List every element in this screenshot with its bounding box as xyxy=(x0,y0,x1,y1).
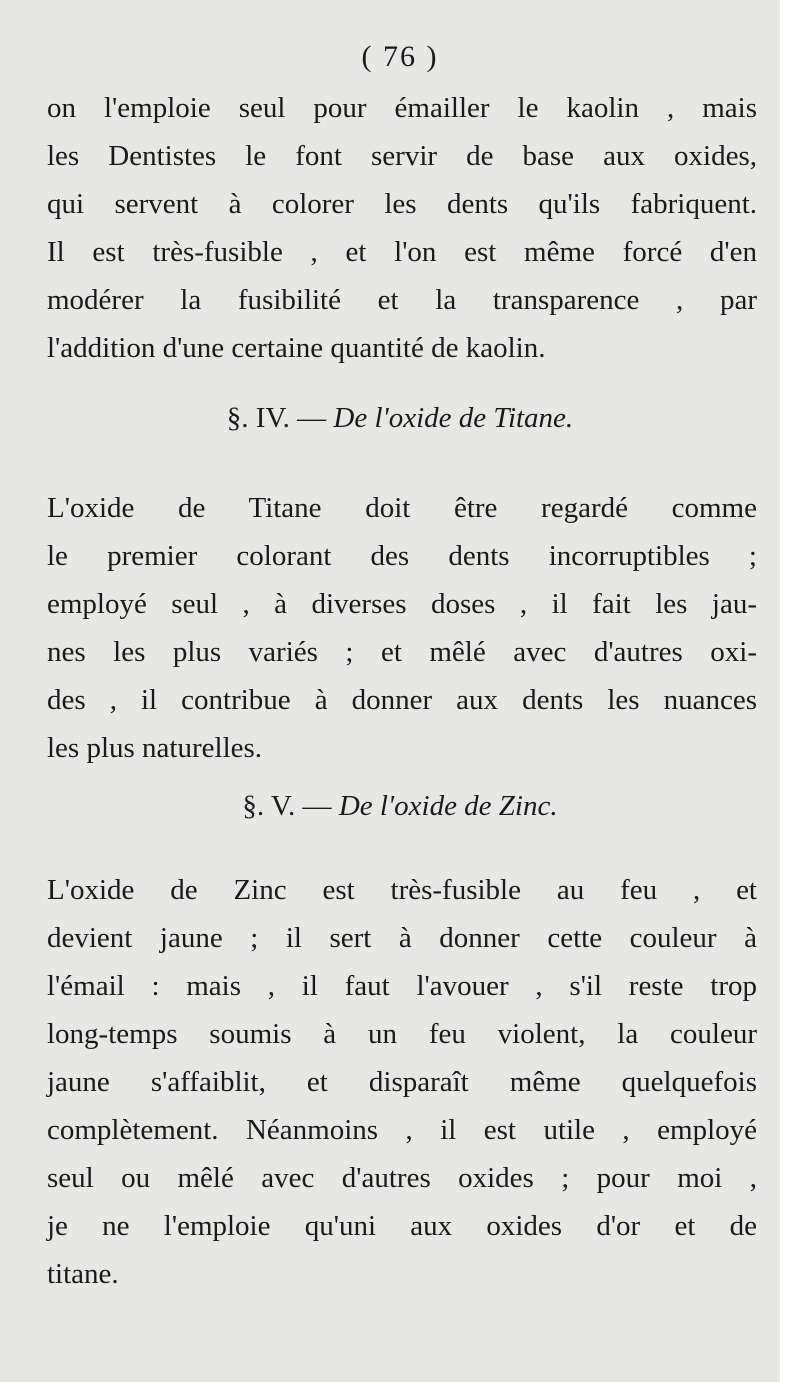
text-line: les Dentistes le font servir de base aux oxides, xyxy=(47,140,757,172)
text-line: Il est très-fusible , et l'on est même forcé d'en xyxy=(47,236,757,268)
text-line: seul ou mêlé avec d'autres oxides ; pour moi , xyxy=(47,1162,757,1194)
section-number: §. V. — xyxy=(242,790,332,822)
section-title: De l'oxide de Titane. xyxy=(333,402,574,434)
page-edge xyxy=(780,0,790,1382)
text-line: je ne l'emploie qu'uni aux oxides d'or et de xyxy=(47,1210,757,1242)
text-line: nes les plus variés ; et mêlé avec d'autres oxi- xyxy=(47,636,757,668)
paragraph-titane xyxy=(47,484,757,772)
text-line: complètement. Néanmoins , il est utile , employé xyxy=(47,1114,757,1146)
text-line: employé seul , à diverses doses , il fait les jau- xyxy=(47,588,757,620)
text-line: long-temps soumis à un feu violent, la couleur xyxy=(47,1018,757,1050)
text-line: devient jaune ; il sert à donner cette couleur à xyxy=(47,922,757,954)
text-line: l'addition d'une certaine quantité de kaolin. xyxy=(47,332,546,364)
text-line: le premier colorant des dents incorruptibles ; xyxy=(47,540,757,572)
text-line: L'oxide de Zinc est très-fusible au feu , et xyxy=(47,874,757,906)
section-heading-zinc xyxy=(0,790,790,823)
text-line: modérer la fusibilité et la transparence , par xyxy=(47,284,757,316)
text-line: jaune s'affaiblit, et disparaît même quelquefois xyxy=(47,1066,757,1098)
section-heading-titane xyxy=(0,402,790,435)
paragraph-zinc xyxy=(47,866,757,1298)
text-line: l'émail : mais , il faut l'avouer , s'il reste trop xyxy=(47,970,757,1002)
text-line: les plus naturelles. xyxy=(47,732,263,764)
section-title: De l'oxide de Zinc. xyxy=(338,790,558,822)
text-line: titane. xyxy=(47,1258,119,1290)
text-line: L'oxide de Titane doit être regardé comme xyxy=(47,492,757,524)
paragraph-kaolin xyxy=(47,84,757,372)
section-number: §. IV. — xyxy=(226,402,327,434)
text-line: qui servent à colorer les dents qu'ils fabriquent. xyxy=(47,188,757,220)
page-number: ( 76 ) xyxy=(361,40,439,73)
text-line: on l'emploie seul pour émailler le kaolin , mais xyxy=(47,92,757,124)
text-line: des , il contribue à donner aux dents les nuances xyxy=(47,684,757,716)
